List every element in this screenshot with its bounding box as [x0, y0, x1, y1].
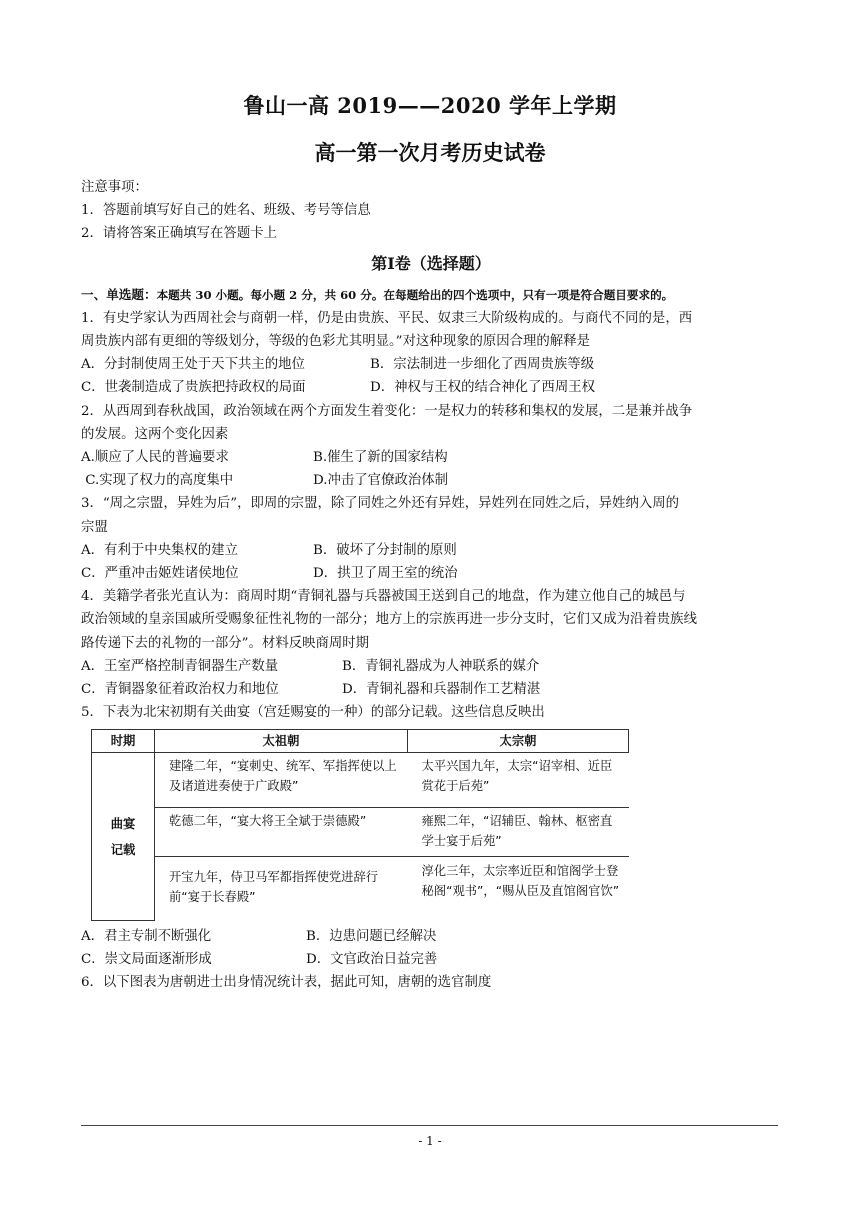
school-title: 鲁山一高 2019——2020 学年上学期 [243, 93, 617, 118]
option-b[interactable]: B.催生了新的国家结构 [313, 450, 448, 466]
question-stem: 5．下表为北宋初期有关曲宴（宫廷赐宴的一种）的部分记载。这些信息反映出 [81, 705, 545, 721]
page-number: - 1 - [418, 1134, 442, 1148]
option-a[interactable]: A．有利于中央集权的建立 [81, 542, 238, 558]
exam-title: 高一第一次月考历史试卷 [314, 140, 546, 165]
question-6 [81, 971, 781, 994]
option-a[interactable]: A.顺应了人民的普遍要求 [81, 450, 229, 466]
question-stem: 周贵族内部有更细的等级划分，等级的色彩尤其明显。”对这种现象的原因合理的解释是 [81, 334, 590, 350]
option-row [81, 925, 781, 948]
question-3 [81, 492, 781, 585]
table-cell: 雍熙二年，“诏辅臣、翰林、枢密直学士宴于后苑” [408, 808, 629, 857]
option-d[interactable]: D．拱卫了周王室的统治 [313, 566, 458, 582]
option-row [81, 678, 781, 701]
option-d[interactable]: D．青铜礼器和兵器制作工艺精湛 [342, 682, 541, 698]
option-a[interactable]: A．分封制使周王处于天下共主的地位 [81, 357, 305, 373]
question-stem: 的发展。这两个变化因素 [81, 426, 229, 442]
banquet-table [91, 729, 629, 921]
question-stem: 3．“周之宗盟，异姓为后”，即周的宗盟，除了同姓之外还有异姓，异姓列在同姓之后，异姓纳入周的 [81, 496, 680, 512]
question-2 [81, 400, 781, 493]
question-5 [81, 701, 781, 971]
option-c[interactable]: C．崇文局面逐渐形成 [81, 952, 212, 968]
header-taizong: 太宗朝 [408, 730, 629, 753]
taizong-cell [408, 753, 629, 921]
question-stem: 1．有史学家认为西周社会与商朝一样，仍是由贵族、平民、奴隶三大阶级构成的。与商代不同的是，西 [81, 310, 693, 326]
header-period: 时期 [92, 730, 155, 753]
option-row [81, 948, 781, 971]
option-b[interactable]: B．破坏了分封制的原则 [313, 542, 457, 558]
option-a[interactable]: A．君主专制不断强化 [81, 928, 212, 944]
table-cell: 开宝九年，侍卫马军都指挥使党进辞行前“宴于长春殿” [169, 870, 379, 905]
notice-item: 1．答题前填写好自己的姓名、班级、考号等信息 [81, 203, 371, 219]
option-c[interactable]: C．青铜器象征着政治权力和地位 [81, 682, 279, 698]
option-row [81, 655, 781, 678]
header-taizu: 太祖朝 [155, 730, 408, 753]
table-cell: 淳化三年，太宗率近臣和馆阁学士登秘阁“观书”，“赐从臣及直馆阁官饮” [421, 864, 620, 899]
taizu-cell [155, 753, 408, 921]
option-c[interactable]: C.实现了权力的高度集中 [81, 473, 234, 489]
option-b[interactable]: B．宗法制进一步细化了西周贵族等级 [370, 357, 595, 373]
option-d[interactable]: D.冲击了官僚政治体制 [313, 473, 449, 489]
table-cell: 太平兴国九年，太宗“诏宰相、近臣赏花于后苑” [408, 753, 629, 808]
question-stem: 6．以下图表为唐朝进士出身情况统计表，据此可知，唐朝的选官制度 [81, 975, 492, 991]
footer-divider [81, 1125, 778, 1126]
option-a[interactable]: A．王室严格控制青铜器生产数量 [81, 658, 279, 674]
question-4 [81, 585, 781, 701]
table-row [92, 753, 629, 921]
part-rule: 本题共 30 小题。每小题 2 分，共 60 分。在每题给出的四个选项中，只有一项是符合题目要求的。 [156, 287, 674, 302]
table-cell: 乾德二年，“宴大将王全斌于崇德殿” [155, 808, 408, 857]
question-stem: 2．从西周到春秋战国，政治领域在两个方面发生着变化：一是权力的转移和集权的发展，二是兼并战争 [81, 403, 693, 419]
option-row [81, 469, 781, 492]
question-stem: 路传递下去的礼物的一部分”。材料反映商周时期 [81, 635, 370, 651]
option-row [81, 353, 781, 376]
question-stem: 宗盟 [81, 519, 108, 535]
table-header-row [92, 730, 629, 753]
option-row [81, 562, 781, 585]
exam-body [81, 176, 781, 995]
section-title: 第Ⅰ卷（选择题） [371, 253, 491, 273]
notice-item: 2．请将答案正确填写在答题卡上 [81, 226, 277, 242]
option-c[interactable]: C．世袭制造成了贵族把持政权的局面 [81, 380, 306, 396]
part-heading [81, 283, 781, 307]
option-row [81, 446, 781, 469]
part-label: 一、单选题： [81, 286, 157, 302]
option-d[interactable]: D．神权与王权的结合神化了西周王权 [370, 380, 595, 396]
table-cell: 建隆二年，“宴刺史、统军、军指挥使以上及诸道进奏使于广政殿” [155, 753, 408, 808]
question-stem: 政治领域的皇亲国戚所受赐象征性礼物的一部分；地方上的宗族再进一步分支时，它们又成为沿着贵族线 [81, 612, 697, 628]
row-label: 曲宴记载 [92, 753, 155, 921]
question-stem: 4．美籍学者张光直认为：商周时期“青铜礼器与兵器被国王送到自己的地盘，作为建立他自己的城邑与 [81, 589, 686, 605]
question-1 [81, 307, 781, 400]
option-row [81, 539, 781, 562]
option-row [81, 376, 781, 399]
option-d[interactable]: D．文官政治日益完善 [306, 952, 438, 968]
option-b[interactable]: B．青铜礼器成为人神联系的媒介 [342, 658, 540, 674]
option-c[interactable]: C．严重冲击姬姓诸侯地位 [81, 566, 239, 582]
option-b[interactable]: B．边患问题已经解决 [306, 928, 437, 944]
notice-label: 注意事项： [81, 180, 148, 195]
